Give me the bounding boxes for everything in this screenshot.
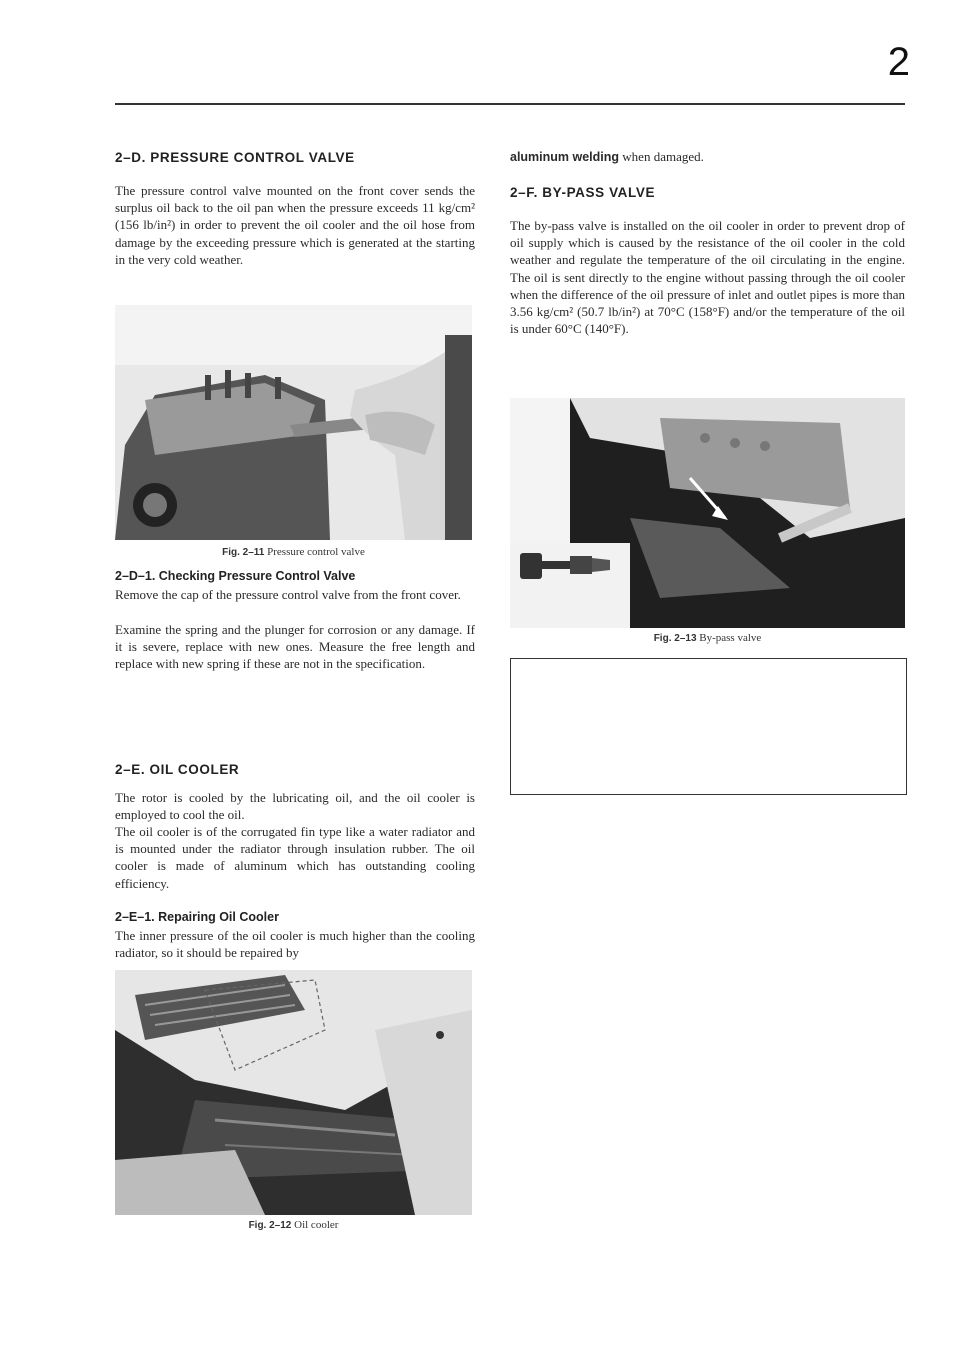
fig-2-13-number: Fig. 2–13 xyxy=(653,633,697,644)
fig-2-12-number: Fig. 2–12 xyxy=(248,1220,292,1231)
fig-2-13-caption xyxy=(510,632,905,644)
fig-2-11-photo xyxy=(115,305,472,540)
fig-2-13-text: By-pass valve xyxy=(699,632,762,644)
section-2e-p1: The rotor is cooled by the lubricating oil, and the oil cooler is employed to cool the oil. xyxy=(115,790,475,823)
subsection-2d1-p2: Examine the spring and the plunger for corrosion or any damage. If it is severe, replace with new ones. Measure the free length and replace with new spring if these are not in the specification. xyxy=(115,622,475,672)
section-2d-title: 2–D. PRESSURE CONTROL VALVE xyxy=(115,150,355,165)
continued-rest: when damaged. xyxy=(622,149,704,164)
section-2e-p2: The oil cooler is of the corrugated fin type like a water radiator and is mounted under the radiator through insulation rubber. The oil cooler is made of aluminum which has outstanding cooling efficiency. xyxy=(115,824,475,891)
fig-2-12-caption xyxy=(115,1219,472,1231)
fig-2-12-photo xyxy=(115,970,472,1215)
subsection-2d1-p1: Remove the cap of the pressure control valve from the front cover. xyxy=(115,587,461,602)
subsection-2e1-body: The inner pressure of the oil cooler is much higher than the cooling radiator, so it should be repaired by xyxy=(115,928,475,961)
continued-bold: aluminum welding xyxy=(510,150,620,164)
subsection-2e1-title: 2–E–1. Repairing Oil Cooler xyxy=(115,910,279,924)
fig-2-12-text: Oil cooler xyxy=(294,1219,339,1231)
section-2f-body: The by-pass valve is installed on the oil cooler in order to prevent drop of oil supply which is caused by the resistance of the oil cooler in the cold weather and regulate the temperature of the oil circulating in the engine. The oil is sent directly to the engine without passing through the oil cooler when the difference of the oil pressure of inlet and outlet pipes is more than 3.56 kg/cm² (50.7 lb/in²) at 70°C (158°F) and/or the temperature of the oil is under 60°C (140°F). xyxy=(510,218,905,337)
continued-text xyxy=(510,148,905,166)
header-rule xyxy=(115,103,905,105)
section-2d-body: The pressure control valve mounted on the front cover sends the surplus oil back to the oil pan when the pressure exceeds 11 kg/cm² (156 lb/in²) in order to prevent the oil cooler and the oil hose from damage by the exceeding pressure which is generated at the starting in the very cold weather. xyxy=(115,183,475,267)
fig-2-11-text: Pressure control valve xyxy=(267,546,365,558)
section-2f-title: 2–F. BY-PASS VALVE xyxy=(510,185,656,200)
fig-2-11-number: Fig. 2–11 xyxy=(222,547,265,558)
fig-2-11-caption xyxy=(115,546,472,558)
section-2e-title: 2–E. OIL COOLER xyxy=(115,762,240,777)
fig-2-13-photo xyxy=(510,398,905,628)
subsection-2d1-title: 2–D–1. Checking Pressure Control Valve xyxy=(115,569,356,583)
chapter-number: 2 xyxy=(887,40,910,84)
